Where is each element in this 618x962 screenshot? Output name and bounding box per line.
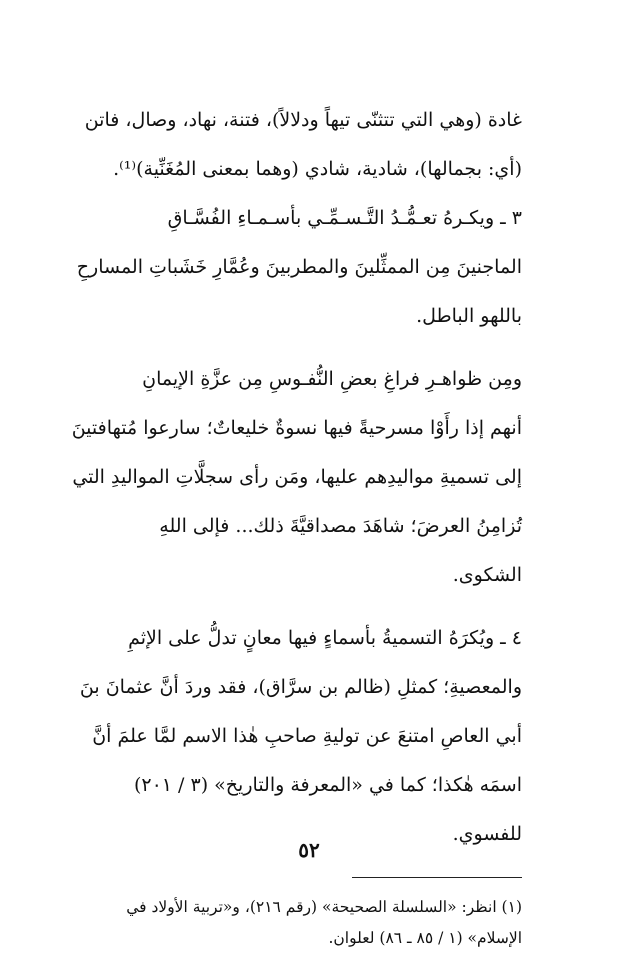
text-line: والمعصيةِ؛ كمثلِ (ظالم بن سرَّاق)، فقد وردَ أنَّ عثمانَ بنَ [79, 676, 522, 698]
text-line: للفسوي. [452, 823, 522, 845]
text-line: باللهو الباطل. [416, 305, 522, 327]
text-line: تُزامِنُ العرضَ؛ شاهَدَ مصداقيَّةَ ذلك... فإلى اللهِ [159, 515, 522, 537]
text-line: غادة (وهي التي تتثنّى تيهاً ودلالاً)، فتنة، نهاد، وصال، فاتن [84, 109, 522, 131]
text-line: اسمَه هٰكذا؛ كما في «المعرفة والتاريخ» (٣ / ٢٠١) [133, 774, 522, 796]
footnote-separator [352, 877, 522, 878]
paragraph-point-3 [70, 194, 522, 341]
text-line: (أي: بجمالها)، شادية، شادي (وهما بمعنى المُغَنِّية)⁽¹⁾. [113, 158, 522, 180]
text-line: ٣ ـ ويكـرهُ تعـمُّـدُ التَّـسـمِّـي بأسـمـاءِ الفُسَّـاقِ [167, 207, 522, 229]
text-line: إلى تسميةِ مواليدِهم عليها، ومَن رأى سجلَّاتِ المواليدِ التي [72, 466, 522, 488]
footnote-line: الإسلام» (١ / ٨٥ ـ ٨٦) لعلوان. [328, 929, 522, 947]
paragraph-phenomena [70, 355, 522, 600]
text-line: أنهم إذا رأَوْا مسرحيةً فيها نسوةٌ خليعاتٌ؛ سارعوا مُتهافتينَ [71, 417, 522, 439]
footnote-line: (١) انظر: «السلسلة الصحيحة» (رقم ٢١٦)، و«تربية الأولاد في [126, 898, 522, 916]
paragraph-point-4 [70, 614, 522, 859]
text-line: الماجنينَ مِن الممثِّلينَ والمطربينَ وعُمَّارِ خَشَباتِ المسارحِ [76, 256, 522, 278]
paragraph-names-list [70, 96, 522, 194]
text-line: أبي العاصِ امتنعَ عن توليةِ صاحبِ هٰذا الاسم لمَّا علمَ أنَّ [92, 725, 522, 747]
text-line: ٤ ـ ويُكرَهُ التسميةُ بأسماءٍ فيها معانٍ تدلُّ على الإثمِ [128, 627, 522, 649]
text-line: الشكوى. [452, 564, 522, 586]
text-line: ومِن ظواهـرِ فراغِ بعضِ النُّفـوسِ مِن عزَّةِ الإيمانِ [142, 368, 522, 390]
page-number: ٥٢ [298, 838, 320, 862]
footnote [70, 892, 522, 954]
